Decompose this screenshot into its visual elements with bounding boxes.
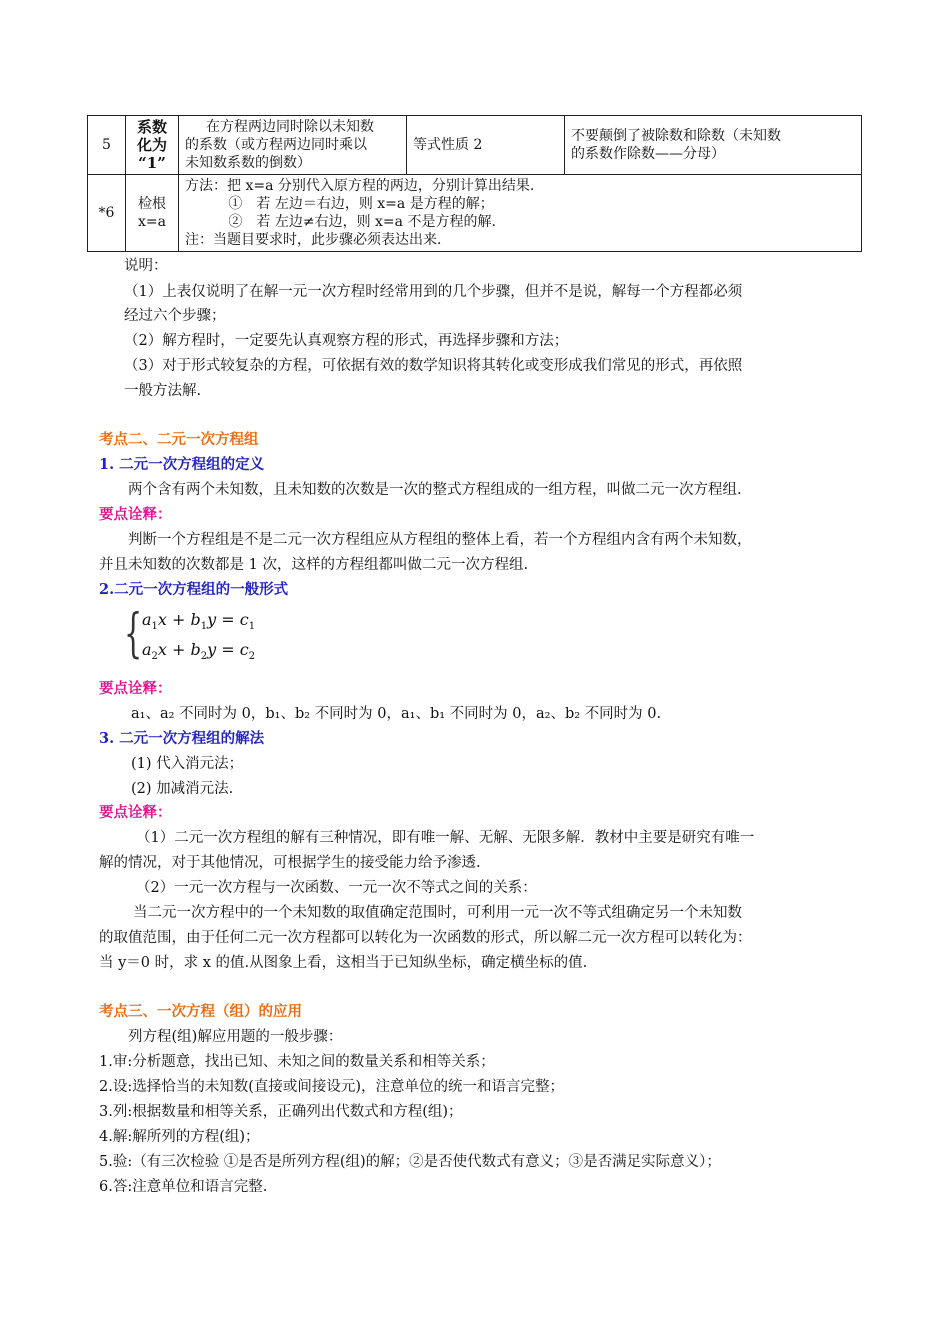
- notes-line: 经过六个步骤；: [124, 308, 226, 324]
- step-item: 2.设:选择恰当的未知数(直接或间接设元)，注意单位的统一和语言完整；: [99, 1079, 565, 1095]
- notes-line: 一般方法解.: [124, 383, 202, 399]
- keypoint-text: 当二元一次方程中的一个未知数的取值确定范围时，可利用一元一次不等式组确定另一个未知数: [133, 905, 742, 921]
- subsection-heading: 2.二元一次方程组的一般形式: [99, 581, 289, 598]
- equation-1: $a_1x + b_1y = c_1$: [142, 610, 256, 633]
- notes-line: （2）解方程时，一定要先认真观察方程的形式，再选择步骤和方法；: [124, 333, 569, 349]
- subsection-heading: 3. 二元一次方程组的解法: [99, 730, 265, 747]
- step-basis: 等式性质 2: [407, 116, 565, 175]
- step-item: 3.列:根据数量和相等关系，正确列出代数式和方程(组)；: [99, 1104, 463, 1120]
- keypoint-text: （2）一元一次方程与一次函数、一元一次不等式之间的关系：: [136, 880, 537, 896]
- keypoint-label: 要点诠释：: [99, 680, 172, 697]
- step-item: 6.答:注意单位和语言完整.: [99, 1179, 268, 1195]
- keypoint-text: 判断一个方程组是不是二元一次方程组应从方程组的整体上看，若一个方程组内含有两个未知数，: [128, 532, 752, 548]
- step-note: 不要颠倒了被除数和除数（未知数 的系数作除数——分母）: [565, 116, 862, 175]
- keypoint-text: 并且未知数的次数都是 1 次，这样的方程组都叫做二元一次方程组.: [99, 557, 529, 573]
- definition-text: 两个含有两个未知数，且未知数的次数是一次的整式方程组成的一组方程，叫做二元一次方程组.: [128, 482, 742, 498]
- step-item: 5.验:（有三次检验 ①是否是所列方程(组)的解；②是否使代数式有意义；③是否满足实际意义）；: [99, 1154, 721, 1170]
- equation-system: [124, 604, 264, 668]
- method-item: (2) 加减消元法.: [131, 781, 234, 797]
- table-row: [88, 175, 862, 252]
- equation-2: $a_2x + b_2y = c_2$: [142, 640, 256, 663]
- keypoint-label: 要点诠释：: [99, 804, 172, 821]
- notes-title: 说明：: [124, 258, 168, 274]
- section-heading: 考点三、一次方程（组）的应用: [99, 1003, 302, 1020]
- step-name: 系数 化为 “1”: [126, 116, 179, 175]
- brace-symbol: {: [124, 604, 143, 664]
- intro-text: 列方程(组)解应用题的一般步骤：: [128, 1029, 343, 1045]
- step-item: 1.审:分析题意，找出已知、未知之间的数量关系和相等关系；: [99, 1054, 495, 1070]
- step-description: 在方程两边同时除以未知数 的系数（或方程两边同时乘以 未知数系数的倒数）: [179, 116, 407, 175]
- notes-line: （3）对于形式较复杂的方程，可依据有效的数学知识将其转化或变形成我们常见的形式，再依照: [124, 358, 743, 374]
- subsection-heading: 1. 二元一次方程组的定义: [99, 456, 265, 473]
- step-number: 5: [88, 116, 126, 175]
- step-item: 4.解:解所列的方程(组)；: [99, 1129, 260, 1145]
- step-number: *6: [88, 175, 126, 252]
- keypoint-text: （1）二元一次方程组的解有三种情况，即有唯一解、无解、无限多解．教材中主要是研究有唯一: [136, 830, 755, 846]
- keypoint-text: 解的情况，对于其他情况，可根据学生的接受能力给予渗透.: [99, 855, 481, 871]
- section-heading: 考点二、二元一次方程组: [99, 431, 259, 448]
- method-item: (1) 代入消元法；: [131, 756, 244, 772]
- keypoint-label: 要点诠释：: [99, 506, 172, 523]
- notes-line: （1）上表仅说明了在解一元一次方程时经常用到的几个步骤，但并不是说，解每一个方程都必须: [124, 284, 743, 300]
- table-row: [88, 116, 862, 175]
- step-name: 检根 x=a: [126, 175, 179, 252]
- steps-table: [87, 115, 862, 252]
- keypoint-text: 的取值范围，由于任何二元一次方程都可以转化为一次函数的形式，所以解二元一次方程可以转化为：: [99, 930, 752, 946]
- step-method: 方法：把 x=a 分别代入原方程的两边，分别计算出结果. ① 若 左边＝右边，则 x=a 是方程的解； ② 若 左边≠右边，则 x=a 不是方程的解. 注：当题目要求时，此步骤必须表达出来.: [179, 175, 862, 252]
- keypoint-text: 当 y＝0 时，求 x 的值.从图象上看，这相当于已知纵坐标，确定横坐标的值.: [99, 955, 588, 971]
- keypoint-text: a₁、a₂ 不同时为 0，b₁、b₂ 不同时为 0，a₁、b₁ 不同时为 0，a₂、b₂ 不同时为 0.: [131, 706, 662, 722]
